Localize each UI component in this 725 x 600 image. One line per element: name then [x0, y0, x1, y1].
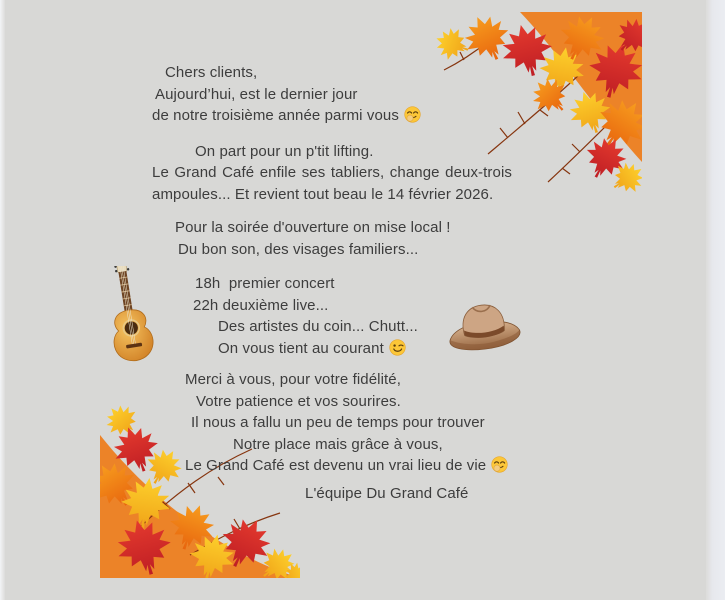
smiling-face-with-hand-emoji-icon [404, 106, 421, 123]
letter-line: Le Grand Café enfile ses tabliers, change deux-trois [152, 164, 512, 181]
letter-line: ampoules... Et revient tout beau le 14 février 2026. [152, 185, 494, 203]
smiling-face-with-hand-emoji-icon [491, 456, 508, 473]
letter-line: On vous tient au courant [218, 338, 512, 360]
letter-body [150, 62, 512, 504]
page-edge-right [706, 0, 725, 600]
winking-face-emoji-icon [389, 339, 406, 356]
letter-line: 18h premier concert [195, 275, 335, 292]
letter-line: 22h deuxième live... [193, 296, 329, 314]
letter-line: On part pour un p'tit lifting. [195, 142, 374, 160]
signature-line: L'équipe Du Grand Café [305, 484, 469, 502]
letter-line: Votre patience et vos sourires. [196, 392, 401, 410]
letter-line: Des artistes du coin... Chutt... [218, 318, 418, 335]
letter-line: Il nous a fallu un peu de temps pour trouver [191, 414, 485, 431]
letter-line: de notre troisième année parmi vous [152, 105, 512, 127]
letter-line: Du bon son, des visages familiers... [178, 240, 419, 258]
letter-line: Chers clients, [165, 64, 258, 81]
letter-line: Merci à vous, pour votre fidélité, [185, 371, 401, 388]
letter-line: Le Grand Café est devenu un vrai lieu de vie [185, 455, 512, 477]
letter-line: Pour la soirée d'ouverture on mise local ! [175, 219, 451, 236]
letter-line: Aujourd’hui, est le dernier jour [155, 85, 358, 103]
page-edge-left [0, 0, 5, 600]
letter-line: Notre place mais grâce à vous, [233, 435, 443, 453]
